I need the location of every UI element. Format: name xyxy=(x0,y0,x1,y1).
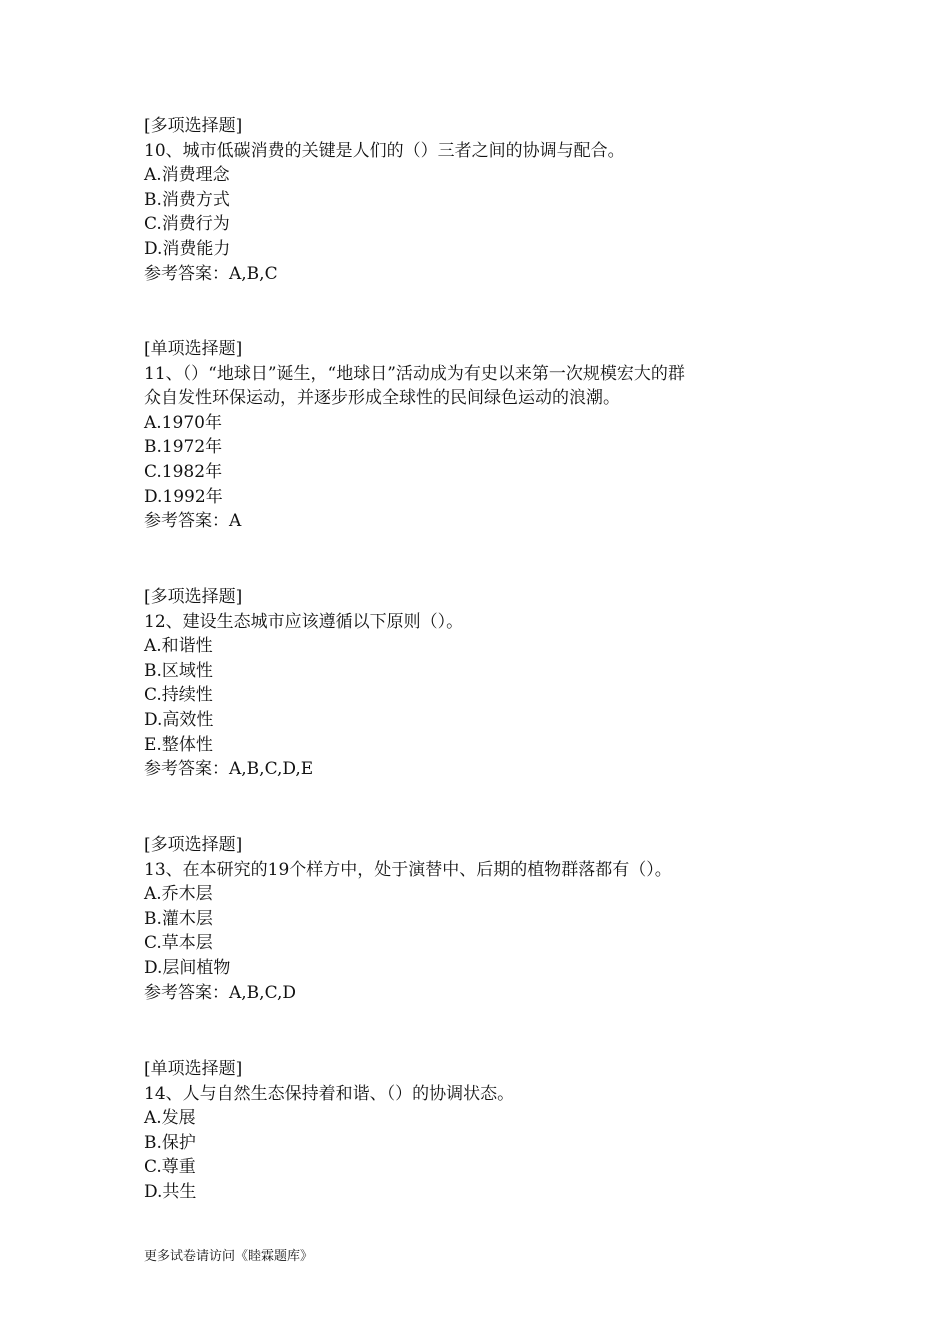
option-d: D.消费能力 xyxy=(144,238,231,259)
option-b: B.区域性 xyxy=(144,660,213,681)
option-d: D.层间植物 xyxy=(144,957,231,978)
option-a: A.1970年 xyxy=(144,412,222,433)
question-11 xyxy=(144,337,824,534)
question-12 xyxy=(144,585,824,782)
option-a: A.乔木层 xyxy=(144,884,213,905)
question-stem: 12、建设生态城市应该遵循以下原则（）。 xyxy=(144,611,464,632)
reference-answer: 参考答案：A,B,C xyxy=(144,263,278,284)
option-b: B.1972年 xyxy=(144,437,223,458)
option-c: C.1982年 xyxy=(144,461,223,482)
question-type: [多项选择题] xyxy=(144,587,243,607)
option-c: C.草本层 xyxy=(144,933,213,954)
question-10 xyxy=(144,114,824,286)
option-a: A.发展 xyxy=(144,1108,196,1129)
page-footer: 更多试卷请访问《睦霖题库》 xyxy=(144,1249,314,1264)
reference-answer: 参考答案：A,B,C,D,E xyxy=(144,759,314,780)
question-type: [多项选择题] xyxy=(144,835,243,855)
option-d: D.1992年 xyxy=(144,486,223,507)
option-b: B.保护 xyxy=(144,1132,196,1153)
question-14 xyxy=(144,1057,824,1205)
question-type: [单项选择题] xyxy=(144,1059,243,1079)
option-d: D.高效性 xyxy=(144,709,214,730)
question-stem: 10、城市低碳消费的关键是人们的（）三者之间的协调与配合。 xyxy=(144,140,625,161)
question-stem-line-1: 11、（）“地球日”诞生，“地球日”活动成为有史以来第一次规模宏大的群 xyxy=(144,363,685,384)
option-e: E.整体性 xyxy=(144,734,213,755)
option-c: C.消费行为 xyxy=(144,214,230,235)
question-type: [多项选择题] xyxy=(144,116,243,136)
option-a: A.和谐性 xyxy=(144,636,213,657)
question-stem: 13、在本研究的19个样方中，处于演替中、后期的植物群落都有（）。 xyxy=(144,859,672,880)
option-b: B.灌木层 xyxy=(144,908,213,929)
option-a: A.消费理念 xyxy=(144,165,230,186)
question-13 xyxy=(144,833,824,1005)
option-d: D.共生 xyxy=(144,1181,197,1202)
reference-answer: 参考答案：A,B,C,D xyxy=(144,982,297,1003)
question-stem: 14、人与自然生态保持着和谐、（）的协调状态。 xyxy=(144,1083,515,1104)
option-c: C.尊重 xyxy=(144,1157,196,1178)
reference-answer: 参考答案：A xyxy=(144,511,242,532)
option-b: B.消费方式 xyxy=(144,189,230,210)
question-type: [单项选择题] xyxy=(144,339,243,359)
question-stem-line-2: 众自发性环保运动，并逐步形成全球性的民间绿色运动的浪潮。 xyxy=(144,388,620,409)
option-c: C.持续性 xyxy=(144,685,213,706)
